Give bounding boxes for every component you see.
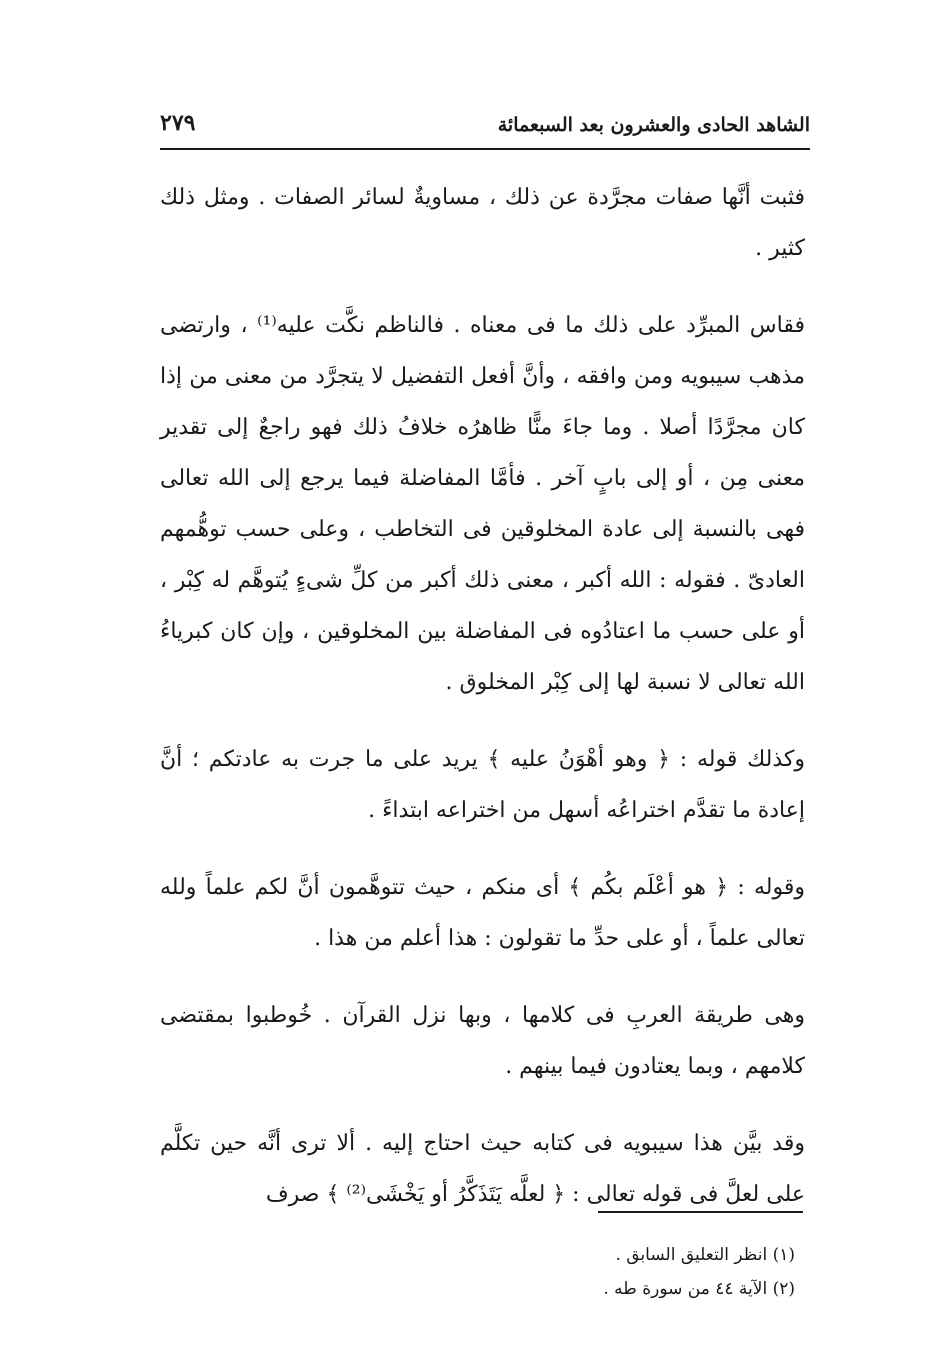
header-rule <box>160 148 810 150</box>
running-header <box>160 108 810 148</box>
chapter-title: الشاهد الحادى والعشرون بعد السبعمائة <box>497 114 810 136</box>
paragraph: وقد بيَّن هذا سيبويه فى كتابه حيث احتاج إليه . ألا ترى أنَّه حين تكلَّم على لعلَّ فى قوله تعالى : ﴿ لعلَّه يَتَذَكَّرُ أو يَخْشَى⁽²⁾ ﴾ صرف <box>160 1131 805 1207</box>
main-text <box>160 172 805 1246</box>
paragraph: فثبت أنَّها صفات مجرَّدة عن ذلك ، مساويةٌ لسائر الصفات . ومثل ذلك كثير . <box>160 185 805 261</box>
footnote-1: (١) انظر التعليق السابق . <box>615 1245 795 1265</box>
paragraph: فقاس المبرِّد على ذلك ما فى معناه . فالناظم نكَّت عليه⁽¹⁾ ، وارتضى مذهب سيبويه ومن وافقه ، وأنَّ أفعل التفضيل لا يتجرَّد من معنى من إذا كان مجرَّدًا أصلا . وما جاءَ منًّا ظاهرُه خلافُ ذلك فهو راجعٌ إلى تقدير معنى مِن ، أو إلى بابٍ آخر . فأمَّا المفاضلة فيما يرجع إلى الله تعالى فهى بالنسبة إلى عادة المخلوقين فى التخاطب ، وعلى حسب توهُّمهم العادىّ . فقوله : الله أكبر ، معنى ذلك أكبر من كلِّ شىءٍ يُتوهَّم له كِبْر ، أو على حسب ما اعتادُوه فى المفاضلة بين المخلوقين ، وإن كان كبرياءُ الله تعالى لا نسبة لها إلى كِبْر المخلوق . <box>160 313 806 695</box>
paragraph: وكذلك قوله : ﴿ وهو أهْوَنُ عليه ﴾ يريد على ما جرت به عادتكم ؛ أنَّ إعادة ما تقدَّم اختراعُه أسهل من اختراعه ابتداءً . <box>160 747 805 823</box>
footnotes <box>400 1238 795 1306</box>
paragraph: وقوله : ﴿ هو أعْلَم بكُم ﴾ أى منكم ، حيث تتوهَّمون أنَّ لكم علماً ولله تعالى علماً ، أو على حدِّ ما تقولون : هذا أعلم من هذا . <box>160 875 805 951</box>
paragraph: وهى طريقة العربِ فى كلامها ، وبها نزل القرآن . خُوطبوا بمقتضى كلامهم ، وبما يعتادون فيما بينهم . <box>160 1003 805 1079</box>
page-number: ٢٧٩ <box>160 110 196 136</box>
footnote-rule <box>598 1211 803 1213</box>
footnote-2: (٢) الآية ٤٤ من سورة طه . <box>603 1279 795 1299</box>
